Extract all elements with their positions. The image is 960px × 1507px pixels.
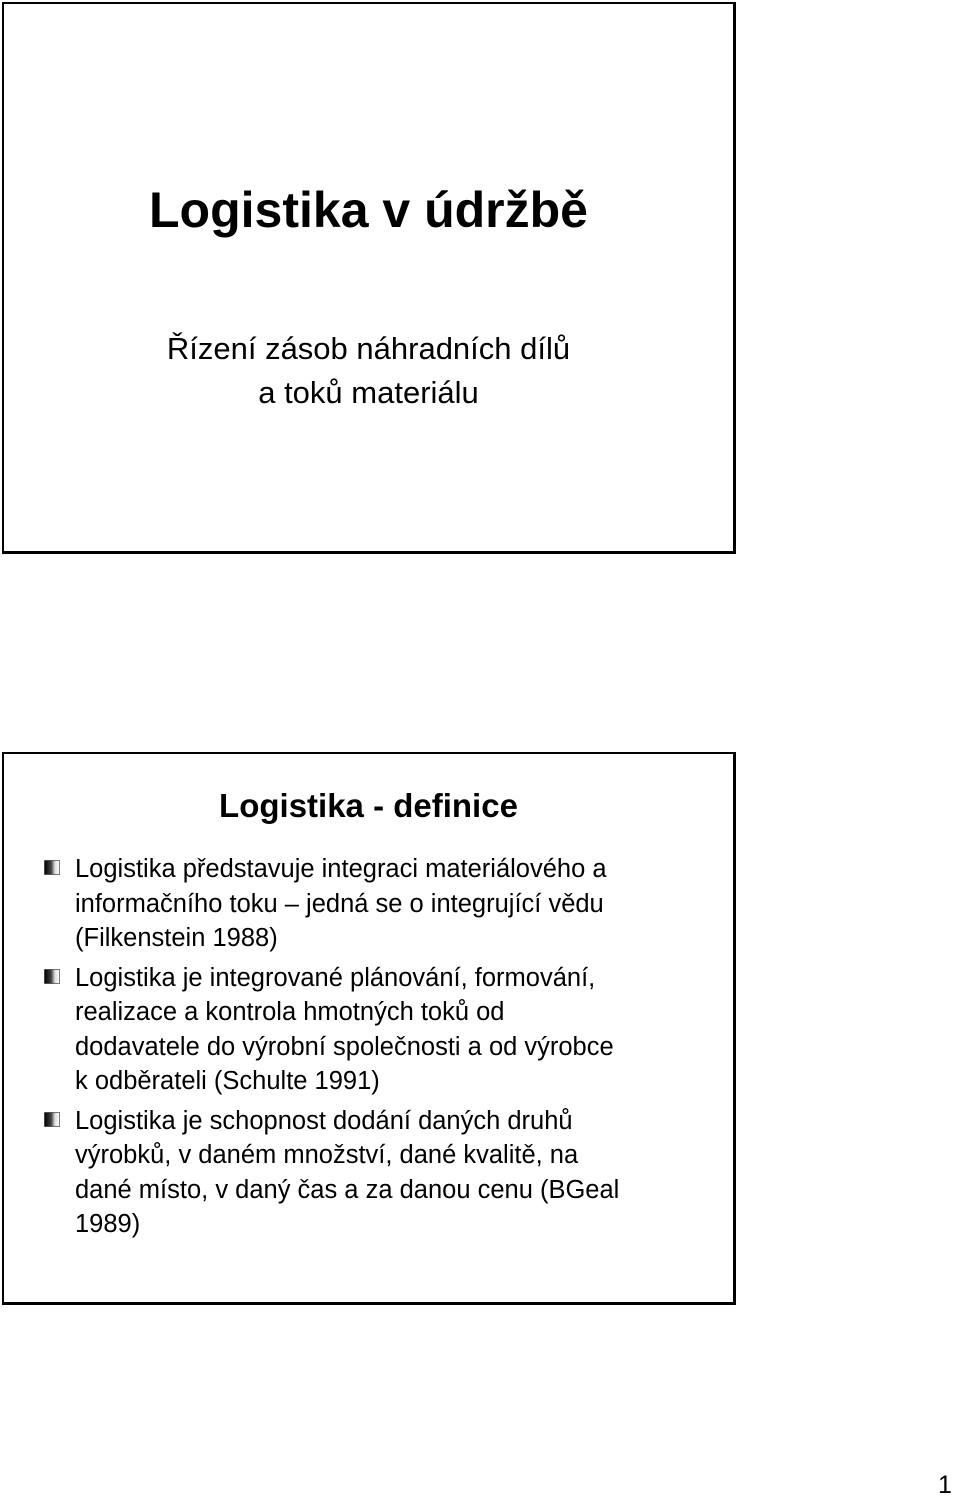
bullet-line: výrobků, v daném množství, dané kvalitě, na	[75, 1141, 579, 1169]
slide-1	[2, 2, 736, 554]
square-bullet-icon	[44, 969, 60, 984]
bullet-line: k odběrateli (Schulte 1991)	[75, 1067, 380, 1095]
bullet-line: 1989)	[75, 1210, 141, 1238]
subtitle-line: Řízení zásob náhradních dílů	[166, 331, 571, 366]
bullet-line: Logistika je schopnost dodání daných druhů	[75, 1106, 573, 1135]
bullet-item	[44, 961, 619, 1099]
bullet-line: Logistika představuje integraci materiálového a	[75, 855, 607, 883]
page-number: 1	[938, 1471, 952, 1499]
bullet-line: dané místo, v daný čas a za danou cenu (BGeal	[75, 1175, 620, 1204]
bullet-line: realizace a kontrola hmotných toků od	[75, 998, 505, 1026]
slide-2-title: Logistika - definice	[219, 787, 518, 824]
square-bullet-icon	[44, 1112, 60, 1127]
slide-2	[2, 752, 736, 1305]
subtitle-line: a toků materiálu	[258, 375, 479, 410]
slide-1-title: Logistika v údržbě	[149, 182, 588, 238]
bullet-item	[44, 852, 619, 956]
bullet-item	[44, 1104, 619, 1242]
slide-1-subtitle	[4, 327, 733, 415]
bullet-list	[44, 852, 619, 1247]
bullet-line: Logistika je integrované plánování, formování,	[75, 963, 596, 992]
bullet-line: (Filkenstein 1988)	[75, 924, 278, 952]
bullet-line: dodavatele do výrobní společnosti a od výrobce	[75, 1032, 614, 1061]
square-bullet-icon	[44, 860, 60, 875]
bullet-line: informačního toku – jedná se o integrující vědu	[75, 889, 604, 918]
